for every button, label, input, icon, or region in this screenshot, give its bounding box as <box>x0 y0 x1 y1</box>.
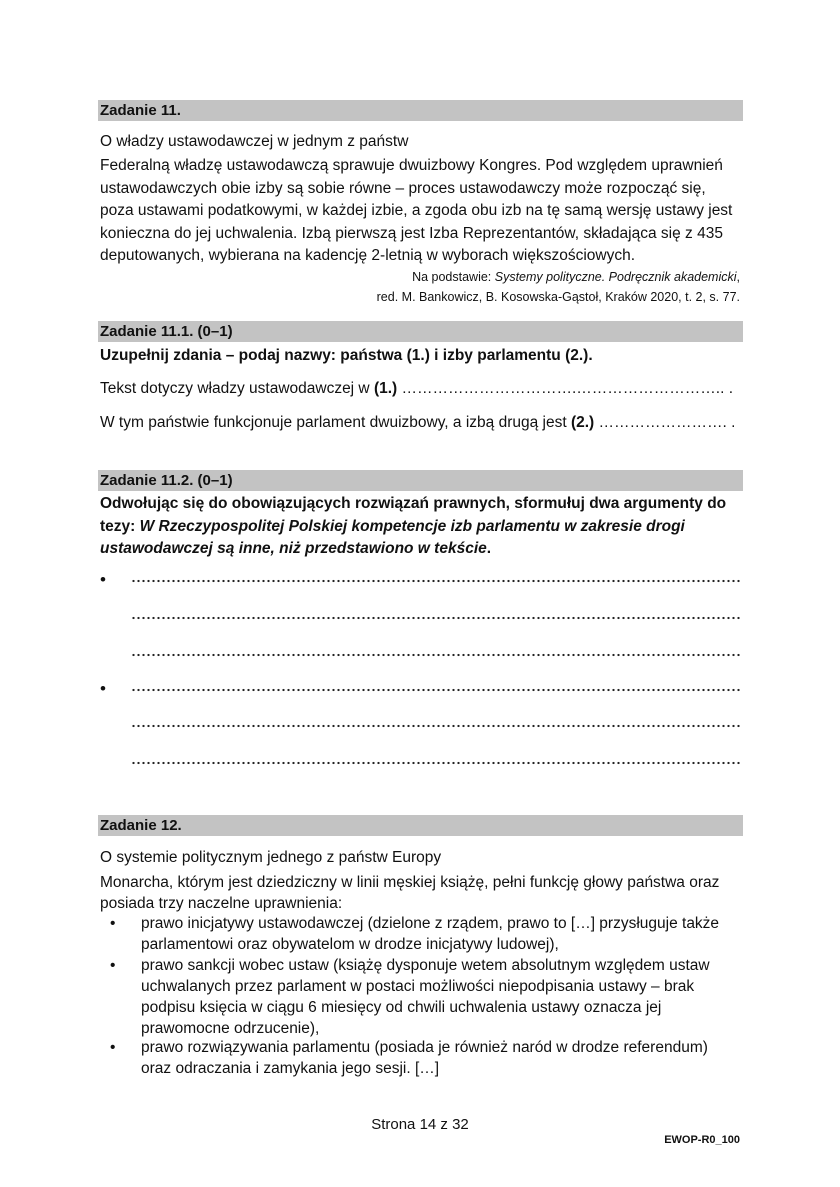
task-12-title: O systemie politycznym jednego z państw Europy <box>100 849 442 866</box>
list-bullet: • <box>110 1039 116 1056</box>
list-item: prawo sankcji wobec ustaw (książę dysponuje wetem absolutnym względem ustaw uchwalanych przez parlament w postaci możliwości niepodpisania ustawy – brak podpisu księcia w ciągu 6 miesięcy od chwili uchwalenia ustawy oznacza jej prawomocne odrzucenie), <box>141 957 710 1037</box>
list-bullet: • <box>110 915 116 932</box>
answer-line[interactable] <box>131 724 740 728</box>
text-line: poza ustawami podatkowymi, w każdej izbie, a zgoda obu izb na tę samą wersję ustawy jest <box>100 202 733 219</box>
answer-blank-1[interactable]: …………………………….……………………….. . <box>397 380 734 397</box>
list-item: prawo rozwiązywania parlamentu (posiada je również naród w drodze referendum) oraz odraczania i zamykania jego sesji. […] <box>141 1039 708 1077</box>
answer-line[interactable] <box>131 653 740 657</box>
text-line: ustawodawczych obie izby są sobie równe – proces ustawodawczy może rozpocząć się, <box>100 179 706 197</box>
task-11-1-header: Zadanie 11.1. (0–1) <box>98 321 743 342</box>
answer-line[interactable] <box>131 616 740 620</box>
source-line-1: Na podstawie: Systemy polityczne. Podręcznik akademicki, <box>412 270 740 284</box>
document-code: EWOP-R0_100 <box>664 1134 740 1146</box>
bullet-2: • <box>100 679 106 698</box>
task-11-2-instruction: Odwołując się do obowiązujących rozwiązań prawnych, sformułuj dwa argumenty do tezy: W Rzeczypospolitej Polskiej kompetencje izb parlamentu w zakresie drogi ustawodawczej są inne, niż przedstawiono w tekście. <box>100 495 727 557</box>
list-item: prawo inicjatywy ustawodawczej (dzielone z rządem, prawo to […] przysługuje także parlamentowi oraz obywatelom w drodze inicjatywy ludowej), <box>141 915 720 953</box>
marker-2: (2.) <box>570 414 595 431</box>
answer-line[interactable] <box>131 688 740 692</box>
task-12-intro: Monarcha, którym jest dziedziczny w linii męskiej książę, pełni funkcję głowy państwa oraz posiada trzy naczelne uprawnienia: <box>100 874 720 912</box>
text-line: Federalną władzę ustawodawczą sprawuje dwuizbowy Kongres. Pod względem uprawnień <box>100 157 723 174</box>
page-number: Strona 14 z 32 <box>371 1116 469 1133</box>
answer-blank-2[interactable]: ……………………. . <box>594 414 736 431</box>
sentence-2: W tym państwie funkcjonuje parlament dwuizbowy, a izbą drugą jest (2.) ……………………. . <box>100 414 736 431</box>
task-11-1-instruction: Uzupełnij zdania – podaj nazwy: państwa (1.) i izby parlamentu (2.). <box>100 347 593 364</box>
task-11-title: O władzy ustawodawczej w jednym z państw <box>100 133 409 150</box>
text-line: deputowanych, wybierana na kadencję 2-letnią w wyborach większościowych. <box>100 247 636 264</box>
answer-line[interactable] <box>131 579 740 583</box>
task-11-text <box>100 155 742 268</box>
source-line-2: red. M. Bankowicz, B. Kosowska-Gąstoł, Kraków 2020, t. 2, s. 77. <box>376 290 740 304</box>
text-line: konieczna do jej uchwalenia. Izbą pierwszą jest Izba Reprezentantów, składająca się z 435 <box>100 224 723 242</box>
bullet-1: • <box>100 570 106 589</box>
marker-1: (1.) <box>373 380 398 397</box>
source-title: Systemy polityczne. Podręcznik akademicki <box>494 270 737 284</box>
answer-line[interactable] <box>131 761 740 765</box>
task-11-2-header: Zadanie 11.2. (0–1) <box>98 470 743 491</box>
sentence-1: Tekst dotyczy władzy ustawodawczej w (1.) …………………………….……………………….. . <box>100 380 734 397</box>
task-12-header: Zadanie 12. <box>98 815 743 836</box>
task-11-header: Zadanie 11. <box>98 100 743 121</box>
source-citation <box>180 267 740 307</box>
list-bullet: • <box>110 957 116 974</box>
